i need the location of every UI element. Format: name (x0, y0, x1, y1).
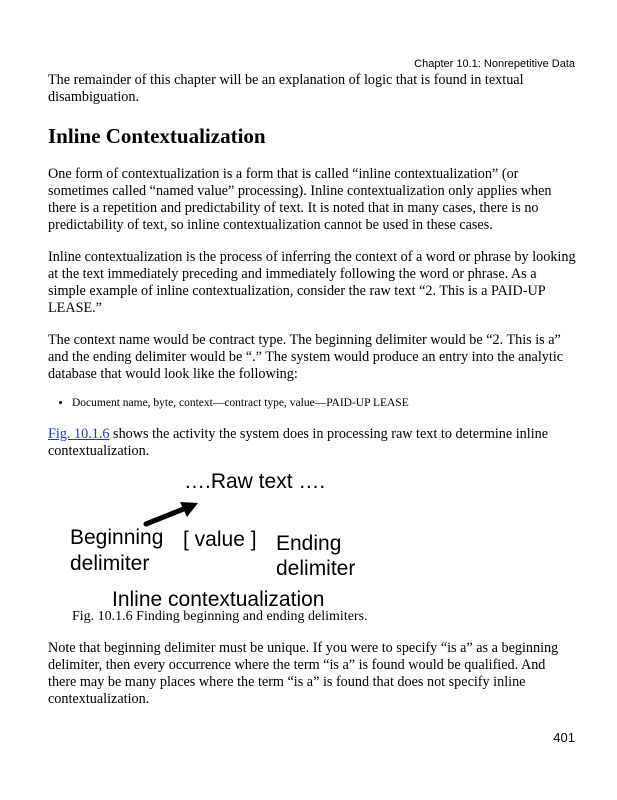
paragraph-context-name: The context name would be contract type. The beginning delimiter would be “2. This is a” and the ending delimiter would be “.” The system would produce an entry into the analytic database that would look like the following: (48, 332, 564, 382)
figure-link[interactable]: Fig. 10.1.6 (48, 426, 110, 442)
figure-caption: Fig. 10.1.6 Finding beginning and ending delimiters. (72, 609, 368, 624)
paragraph-unique-delimiter: Note that beginning delimiter must be unique. If you were to specify “is a” as a beginning delimiter, then every occurrence where the term “is a” is found would be qualified. And there may be many places where the term “is a” is found that does not specify inline contextualization. (48, 640, 559, 707)
arrow-icon (142, 498, 202, 528)
raw-text-label: ….Raw text …. (184, 470, 326, 493)
paragraph-inline-definition: One form of contextualization is a form that is called “inline contextualization” (or sometimes called “named value” processing). Inline contextualization only applies when there is a repetition and predictability of text. It is noted that in many cases, there is no predictability of text, so inline contextualization cannot be used in these cases. (48, 166, 552, 233)
figure-reference-text: shows the activity the system does in processing raw text to determine inline contextualization. (48, 426, 549, 459)
value-label: [ value ] (183, 528, 257, 551)
beginning-label: Beginning (70, 526, 164, 549)
figure-inline-contextualization (66, 468, 386, 618)
entry-list (48, 395, 409, 411)
ending-label: Ending (276, 532, 342, 555)
paragraph-inline-process: Inline contextualization is the process of inferring the context of a word or phrase by looking at the text immediately preceding and immediately following the word or phrase. As a simple example of inline contextualization, consider the raw text “2. This is a PAID-UP LEASE.” (48, 249, 576, 316)
beginning-delimiter-label: delimiter (70, 552, 150, 575)
section-heading: Inline Contextualization (48, 124, 266, 148)
list-item: • Document name, byte, context—contract type, value—PAID-UP LEASE (72, 395, 409, 411)
page-number: 401 (553, 730, 575, 745)
intro-paragraph: The remainder of this chapter will be an explanation of logic that is found in textual disambiguation. (48, 72, 524, 105)
inline-contextualization-label: Inline contextualization (112, 588, 325, 611)
ending-delimiter-label: delimiter (276, 557, 356, 580)
paragraph-figure-reference (48, 426, 576, 460)
running-head: Chapter 10.1: Nonrepetitive Data (414, 58, 575, 70)
